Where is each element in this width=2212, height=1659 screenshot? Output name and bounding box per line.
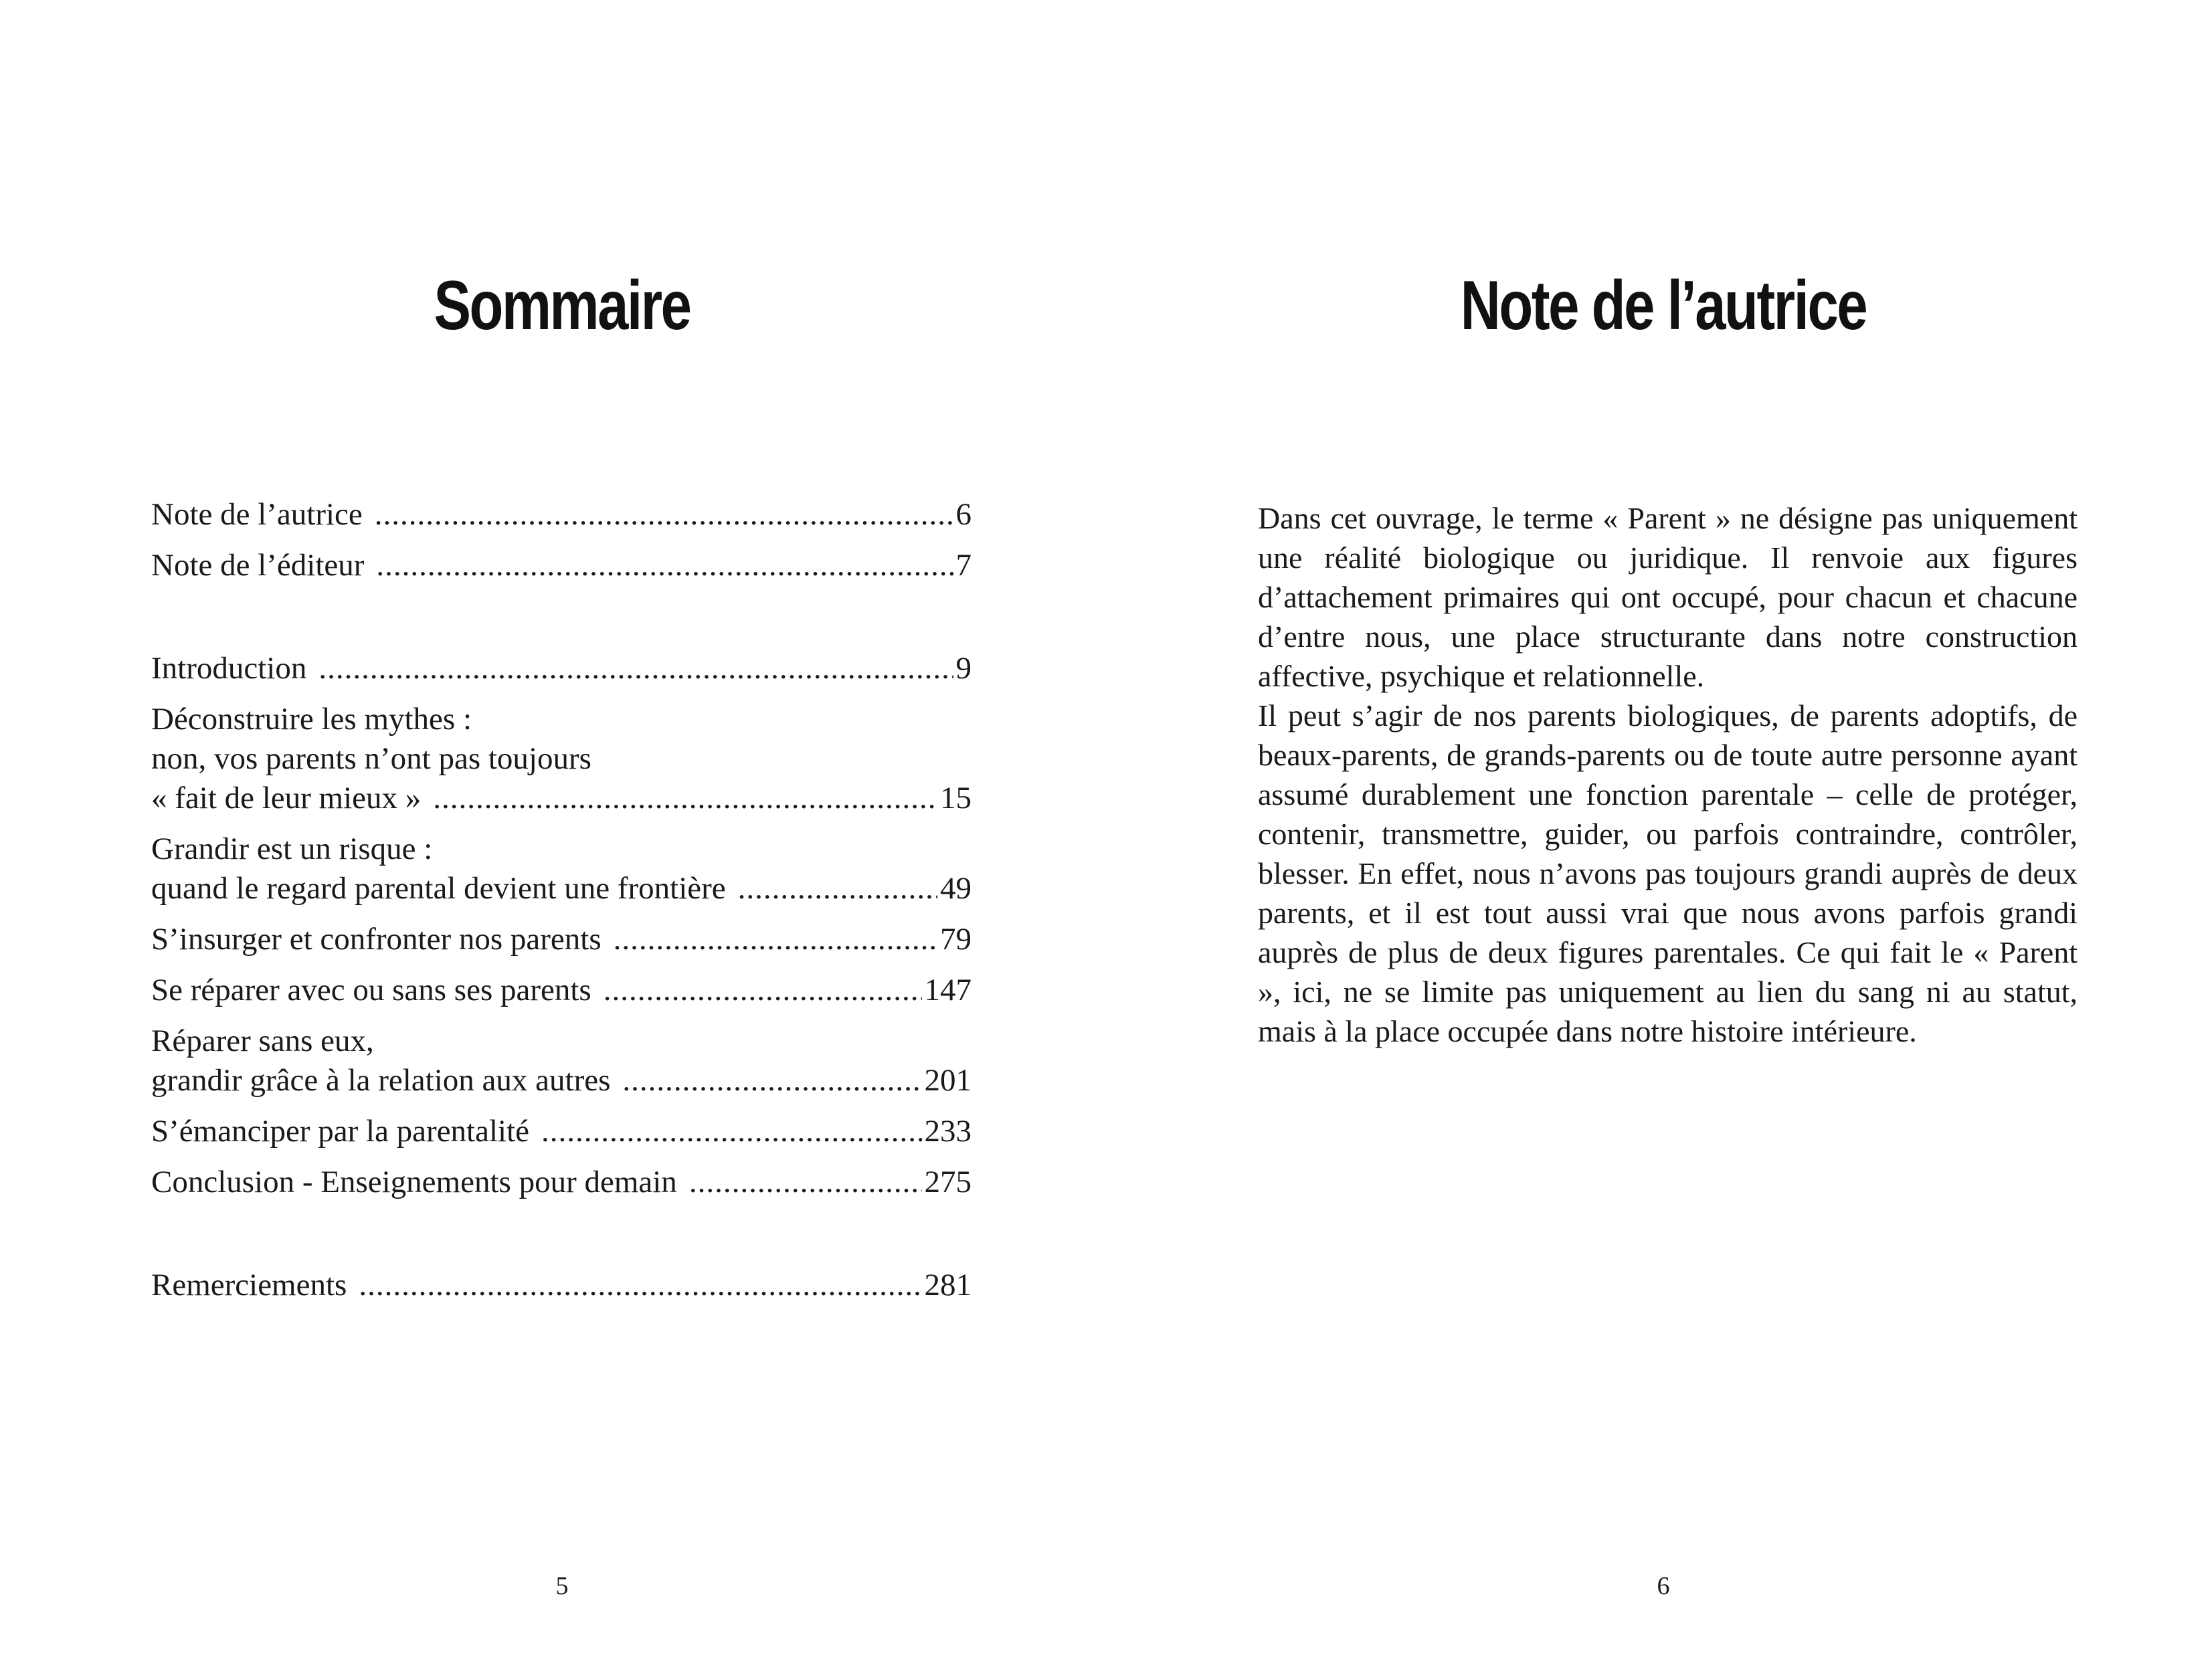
toc-entry-title-line: Déconstruire les mythes : (151, 702, 472, 737)
toc-entry (151, 971, 972, 1010)
toc-entry-title-line: non, vos parents n’ont pas toujours (151, 741, 591, 776)
dot-leader (622, 1061, 921, 1100)
dot-leader (375, 495, 953, 534)
toc-entry-row (151, 779, 972, 818)
toc-entry-title: S’insurger et confronter nos parents (151, 922, 602, 957)
dot-leader (376, 546, 953, 585)
toc-entry-row (151, 546, 972, 585)
toc-entry (151, 1021, 972, 1100)
toc-entry-title: Conclusion - Enseignements pour demain (151, 1165, 677, 1199)
dot-leader (541, 1112, 921, 1151)
note-paragraph: Il peut s’agir de nos parents biologiques, de parents adoptifs, de beaux-parents, de grands-parents ou de toute autre personne ayant assumé durablement une fonction parentale – celle de protéger, contenir, transmettre, guider, ou parfois contraindre, contrôler, blesser. En effet, nous n’avons pas toujours grandi auprès de deux parents, et il est tout aussi vrai que nous avons parfois grandi auprès de plus de deux figures parentales. Ce qui fait le « Parent », ici, ne se limite pas uniquement au lien du sang ni au statut, mais à la place occupée dans notre histoire intérieure. (1258, 698, 2078, 1048)
toc-entry-row (151, 869, 972, 908)
toc-entry-row (151, 920, 972, 959)
toc-entry (151, 1163, 972, 1202)
toc-entry-title: quand le regard parental devient une frontière (151, 871, 726, 906)
dot-leader (738, 869, 937, 908)
page-title: Sommaire (434, 267, 690, 345)
dot-leader (359, 1266, 921, 1305)
toc-entry-title: Remerciements (151, 1268, 347, 1302)
note-body (1258, 498, 2078, 1051)
toc-page-number: 275 (924, 1165, 972, 1199)
toc-entry (151, 495, 972, 534)
toc-entry (151, 830, 972, 908)
note-paragraph: Dans cet ouvrage, le terme « Parent » ne désigne pas uniquement une réalité biologique ou juridique. Il renvoie aux figures d’attachement primaires qui ont occupé, pour chacun et chacune d’entre nous, une place structurante dans notre construction affective, psychique et relationnelle. (1258, 501, 2078, 693)
toc-page-number: 79 (940, 922, 972, 957)
toc-entry (151, 1266, 972, 1305)
toc-entry (151, 546, 972, 585)
toc-entry (151, 700, 972, 818)
toc-entry-title: Se réparer avec ou sans ses parents (151, 973, 591, 1007)
toc-page-number: 9 (955, 651, 972, 686)
dot-leader (604, 971, 922, 1010)
toc-entry (151, 920, 972, 959)
toc-entry (151, 649, 972, 688)
toc-page-number: 15 (940, 781, 972, 815)
dot-leader (318, 649, 953, 688)
page-title: Note de l’autrice (1460, 267, 1867, 345)
toc-entry-row (151, 1266, 972, 1305)
page-number: 5 (555, 1572, 569, 1600)
toc-entry-row (151, 971, 972, 1010)
toc-entry-row (151, 1112, 972, 1151)
toc-entry-title: Note de l’autrice (151, 497, 363, 532)
toc-entry-row (151, 1163, 972, 1202)
toc-entry-row (151, 1061, 972, 1100)
toc-entry-row (151, 495, 972, 534)
page-number: 6 (1657, 1572, 1670, 1600)
toc-entry-title: « fait de leur mieux » (151, 781, 422, 815)
toc-entry-title: grandir grâce à la relation aux autres (151, 1063, 611, 1098)
toc-page-number: 147 (924, 973, 972, 1007)
toc-page-number: 233 (924, 1114, 972, 1149)
toc-page-number: 281 (924, 1268, 972, 1302)
toc-entry-title: S’émanciper par la parentalité (151, 1114, 530, 1149)
dot-leader (689, 1163, 922, 1202)
toc-entry-title-line: Grandir est un risque : (151, 832, 433, 866)
toc-page-number: 49 (940, 871, 972, 906)
table-of-contents (151, 495, 972, 1316)
toc-entry-title: Introduction (151, 651, 307, 686)
dot-leader (433, 779, 937, 818)
toc-page-number: 201 (924, 1063, 972, 1098)
right-page (1106, 0, 2212, 1659)
dot-leader (614, 920, 937, 959)
toc-entry-title: Note de l’éditeur (151, 548, 365, 583)
toc-entry-title-line: Réparer sans eux, (151, 1023, 374, 1058)
toc-page-number: 7 (955, 548, 972, 583)
toc-entry (151, 1112, 972, 1151)
toc-page-number: 6 (955, 497, 972, 532)
toc-entry-row (151, 649, 972, 688)
